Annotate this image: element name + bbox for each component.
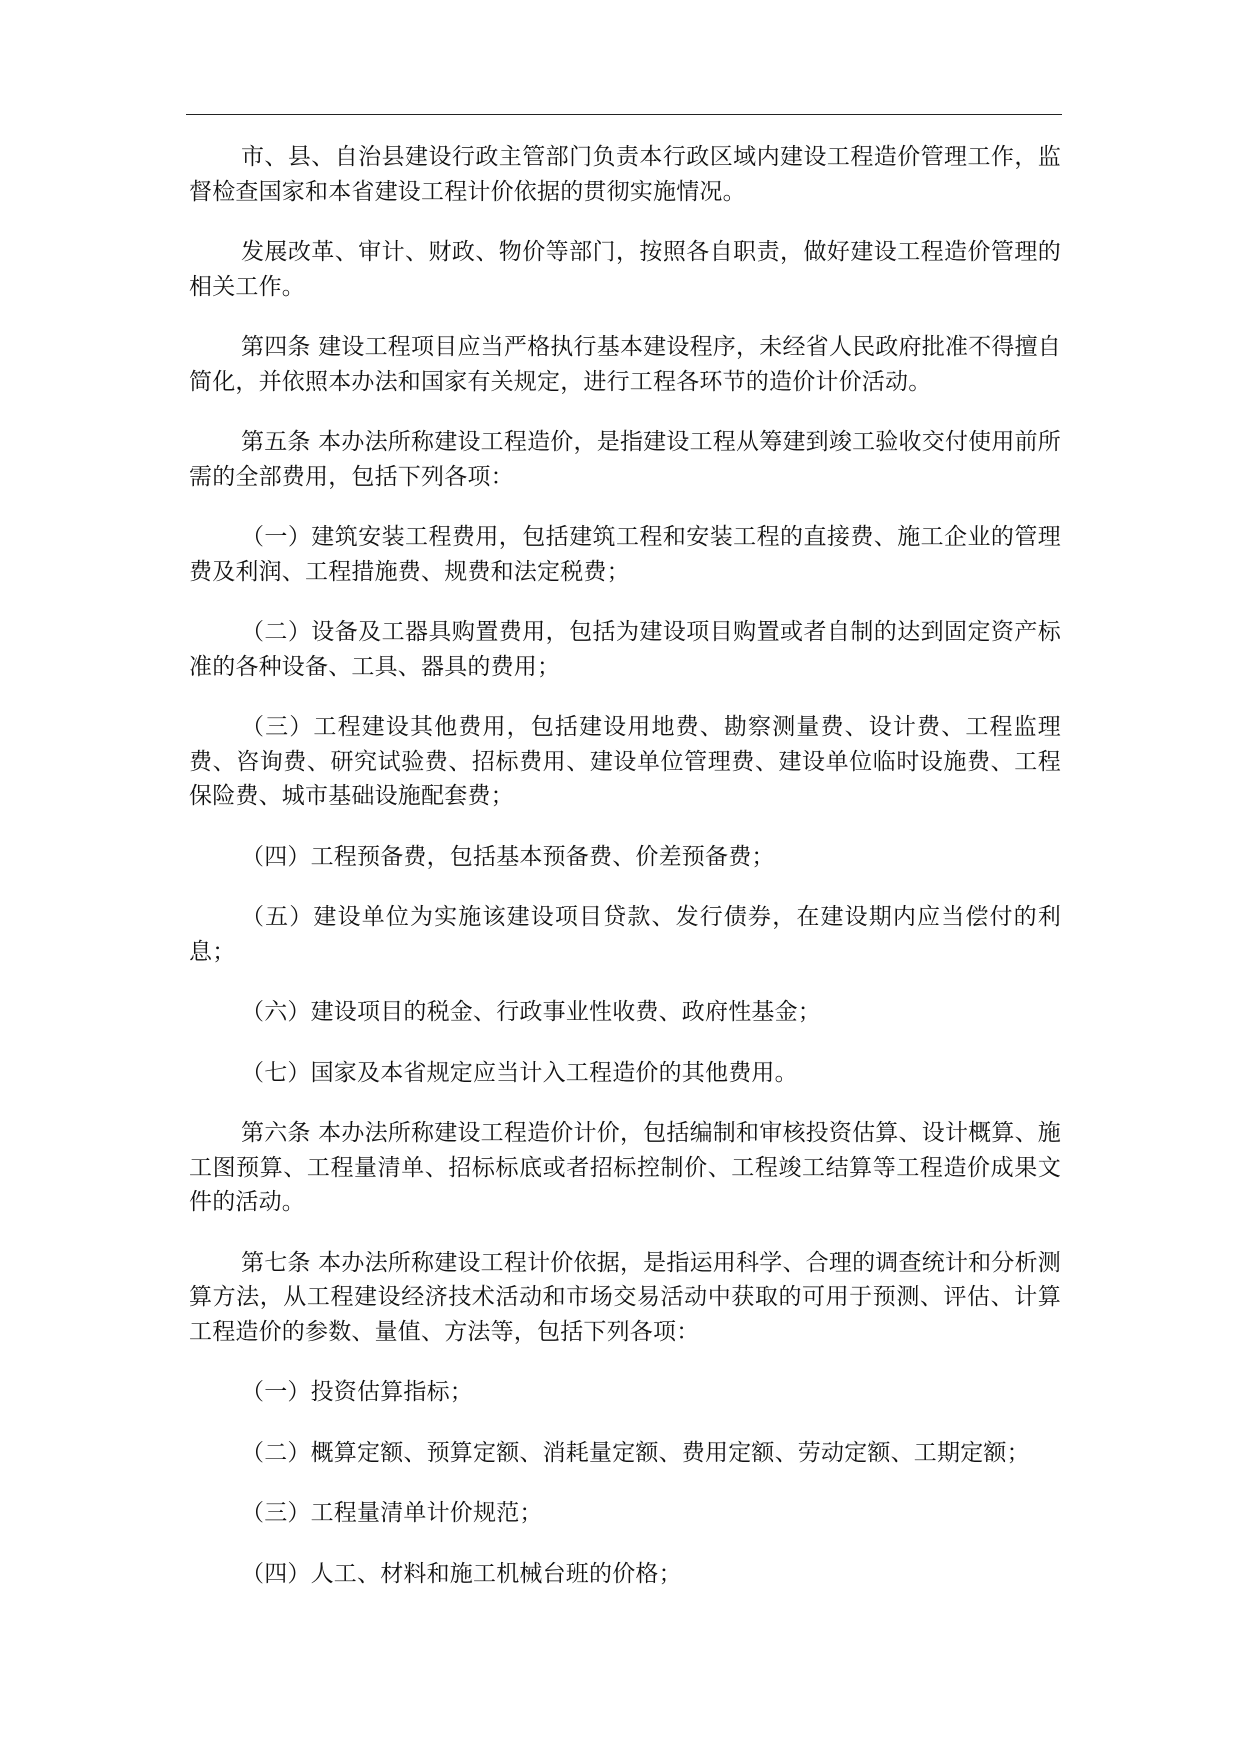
paragraph: 第四条 建设工程项目应当严格执行基本建设程序，未经省人民政府批准不得擅自简化，并依照本办法和国家有关规定，进行工程各环节的造价计价活动。 xyxy=(189,334,1061,395)
paragraph: 第七条 本办法所称建设工程计价依据，是指运用科学、合理的调查统计和分析测算方法，从工程建设经济技术活动和市场交易活动中获取的可用于预测、评估、计算工程造价的参数、量值、方法等，包括下列各项： xyxy=(189,1249,1061,1345)
paragraph: （七）国家及本省规定应当计入工程造价的其他费用。 xyxy=(241,1059,798,1086)
paragraph: （四）人工、材料和施工机械台班的价格； xyxy=(241,1560,682,1587)
paragraph: （二）设备及工器具购置费用，包括为建设项目购置或者自制的达到固定资产标准的各种设备、工具、器具的费用； xyxy=(189,619,1061,680)
paragraph: （一）建筑安装工程费用，包括建筑工程和安装工程的直接费、施工企业的管理费及利润、工程措施费、规费和法定税费； xyxy=(189,524,1061,585)
paragraph: 发展改革、审计、财政、物价等部门，按照各自职责，做好建设工程造价管理的相关工作。 xyxy=(189,239,1061,300)
paragraph: （二）概算定额、预算定额、消耗量定额、费用定额、劳动定额、工期定额； xyxy=(241,1439,1030,1466)
paragraph: （四）工程预备费，包括基本预备费、价差预备费； xyxy=(241,843,775,870)
paragraph: （六）建设项目的税金、行政事业性收费、政府性基金； xyxy=(241,999,821,1025)
header-rule xyxy=(186,114,1062,115)
paragraph: 第六条 本办法所称建设工程造价计价，包括编制和审核投资估算、设计概算、施工图预算、工程量清单、招标标底或者招标控制价、工程竣工结算等工程造价成果文件的活动。 xyxy=(189,1120,1061,1215)
paragraph: 第五条 本办法所称建设工程造价，是指建设工程从筹建到竣工验收交付使用前所需的全部费用，包括下列各项： xyxy=(189,429,1061,490)
paragraph: 市、县、自治县建设行政主管部门负责本行政区域内建设工程造价管理工作，监督检查国家和本省建设工程计价依据的贯彻实施情况。 xyxy=(189,144,1061,205)
document-body xyxy=(189,140,1061,1617)
paragraph: （三）工程建设其他费用，包括建设用地费、勘察测量费、设计费、工程监理费、咨询费、研究试验费、招标费用、建设单位管理费、建设单位临时设施费、工程保险费、城市基础设施配套费； xyxy=(189,714,1061,809)
paragraph: （五）建设单位为实施该建设项目贷款、发行债券，在建设期内应当偿付的利息； xyxy=(189,904,1061,965)
paragraph: （一）投资估算指标； xyxy=(241,1379,473,1405)
paragraph: （三）工程量清单计价规范； xyxy=(241,1500,543,1526)
